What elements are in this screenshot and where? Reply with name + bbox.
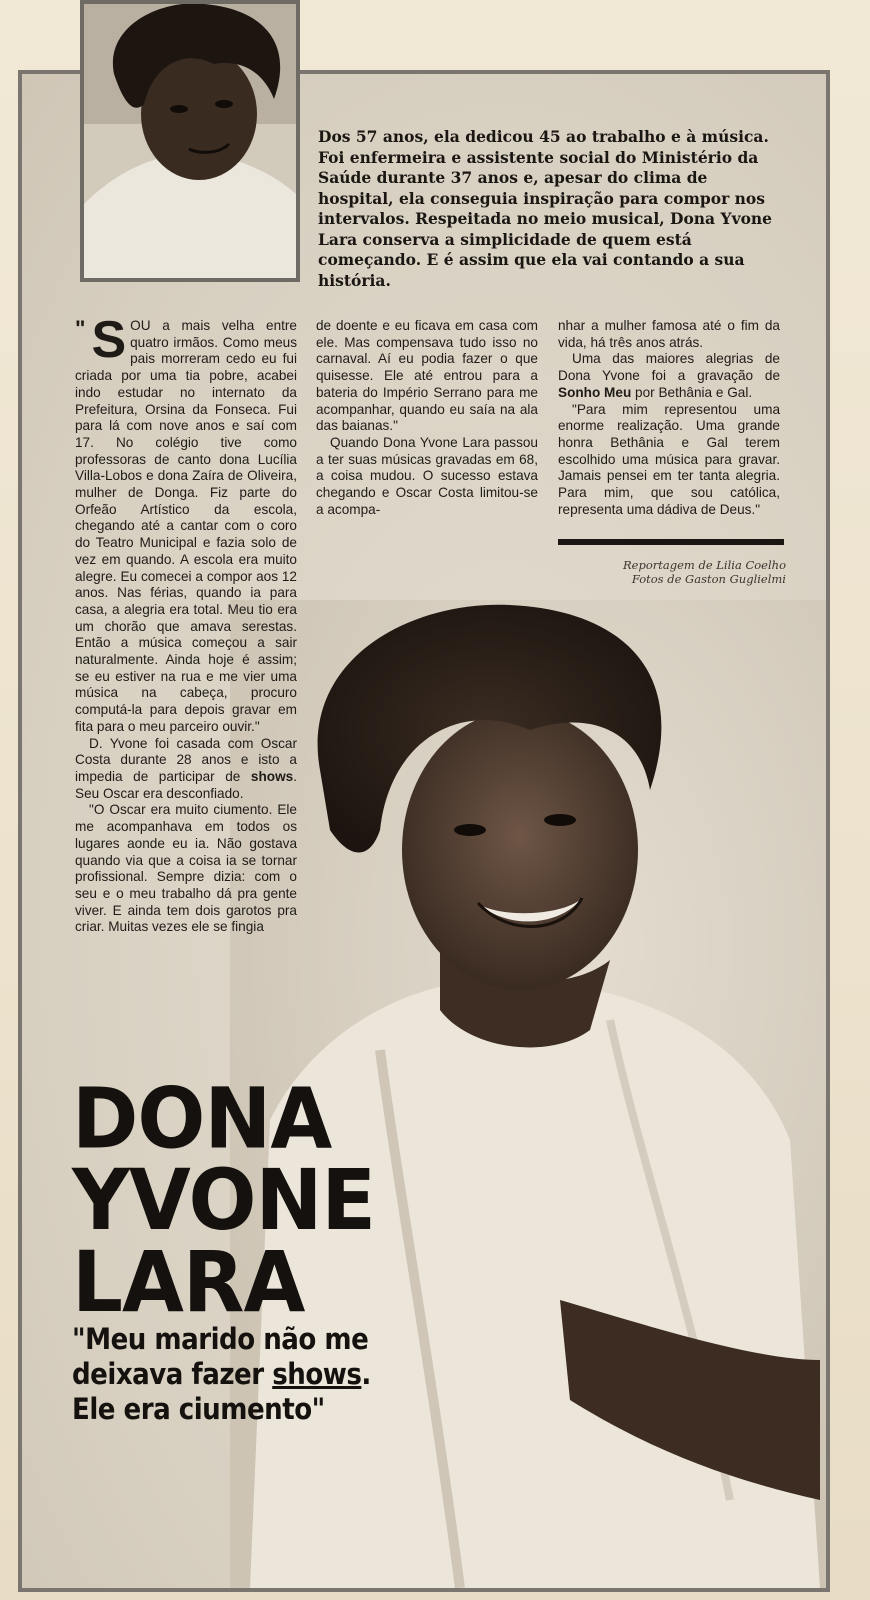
subhead-line-2-text-b: . xyxy=(361,1357,371,1391)
column3-paragraph-2-text-b: por Bethânia e Gal. xyxy=(631,384,753,400)
headline xyxy=(72,1069,452,1332)
opening-quote-mark: " xyxy=(75,316,86,341)
column3-paragraph-2 xyxy=(558,351,780,401)
column2-paragraph-2: Quando Dona Yvone Lara passou a ter suas músicas gravadas em 68, a coisa mudou. O sucesso estava chegando e Oscar Costa limitou-se a acompa- xyxy=(316,434,538,517)
article-column-3 xyxy=(558,318,780,518)
subhead-line-1: "Meu marido não me xyxy=(72,1322,369,1356)
column3-paragraph-1: nhar a mulher famosa até o fim da vida, há três anos atrás. xyxy=(558,318,780,350)
subhead-underlined-word: shows xyxy=(272,1357,362,1391)
divider-rule xyxy=(558,539,784,545)
column3-paragraph-3: "Para mim representou uma enorme realização. Uma grande honra Bethânia e Gal terem escolhido uma música para gravar. Jamais pensei em ter tanta alegria. Para mim, que sou católica, representa uma dádiva de Deus." xyxy=(558,401,780,517)
column1-paragraph-1: OU a mais velha entre quatro irmãos. Como meus pais morreram cedo eu fui criada por uma tia pobre, acabei indo estudar no internato da Prefeitura, Orsina da Fonseca. Fui para lá com nove anos e saí com 17. No colégio tive como professoras de canto dona Lucília Villa-Lobos e dona Zaíra de Oliveira, mulher de Donga. Fiz parte do Orfeão Artístico da escola, chegando até a cantar com o coro do Teatro Municipal e fazia solo de vez em quando. A escola era muito alegre. Eu comecei a compor aos 12 anos. Nas férias, quando ia para casa, a alegria era total. Meu tio era um chorão que amava serestas. Então a música começou a sair naturalmente. Ainda hoje é assim; se eu estiver na rua e me vier uma música na cabeça, procuro computá-la para depois gravar em fita para o meu parceiro ouvir." xyxy=(75,318,297,734)
column2-paragraph-1: de doente e eu ficava em casa com ele. Mas compensava tudo isso no carnaval. Aí eu podia fazer o que quisesse. Ele até entrou para a bateria do Império Serrano para me acompanhar, quando eu saía na ala das baianas." xyxy=(316,318,538,434)
column1-paragraph-2-text-b: . Seu Oscar era desconfiado. xyxy=(75,768,297,801)
article-column-1 xyxy=(75,311,297,936)
article-column-2 xyxy=(316,318,538,518)
column3-paragraph-2-bold: Sonho Meu xyxy=(558,384,632,400)
photo-credit: Fotos de Gaston Guglielmi xyxy=(631,572,786,586)
report-credit: Reportagem de Lilia Coelho xyxy=(623,558,786,572)
headline-line-1: DONA xyxy=(72,1069,332,1168)
credits xyxy=(560,558,786,586)
headline-line-3: LARA xyxy=(72,1233,305,1332)
column1-paragraph-2-text-a: D. Yvone foi casada com Oscar Costa durante 28 anos e isto a impedia de participar de xyxy=(75,735,297,784)
column1-paragraph-2-bold: shows xyxy=(250,768,294,784)
subhead-line-2 xyxy=(72,1357,472,1392)
column1-paragraph-3: "O Oscar era muito ciumento. Ele me acompanhava em todos os lugares aonde eu ia. Não gostava quando via que a coisa ia se tornar profissional. Sempre dizia: com o seu e o meu trabalho dá pra gente viver. E ainda tem dois garotos pra criar. Muitas vezes ele se fingia xyxy=(75,802,297,935)
headline-line-2: YVONE xyxy=(72,1151,376,1250)
subheadline-quote xyxy=(72,1322,472,1427)
subhead-line-3: Ele era ciumento" xyxy=(72,1392,325,1426)
article-intro: Dos 57 anos, ela dedicou 45 ao trabalho e à música. Foi enfermeira e assistente social do Ministério da Saúde durante 37 anos e, apesar do clima de hospital, ela conseguia inspiração para compor nos intervalos. Respeitada no meio musical, Dona Yvone Lara conserva a simplicidade de quem está começando. E é assim que ela vai contando a sua história. xyxy=(318,127,773,290)
column1-paragraph-2 xyxy=(75,736,297,803)
drop-cap: S xyxy=(91,311,127,369)
subhead-line-2-text-a: deixava fazer xyxy=(72,1357,273,1391)
column3-paragraph-2-text-a: Uma das maiores alegrias de Dona Yvone foi a gravação de xyxy=(558,351,780,384)
small-portrait-photo xyxy=(80,0,300,282)
